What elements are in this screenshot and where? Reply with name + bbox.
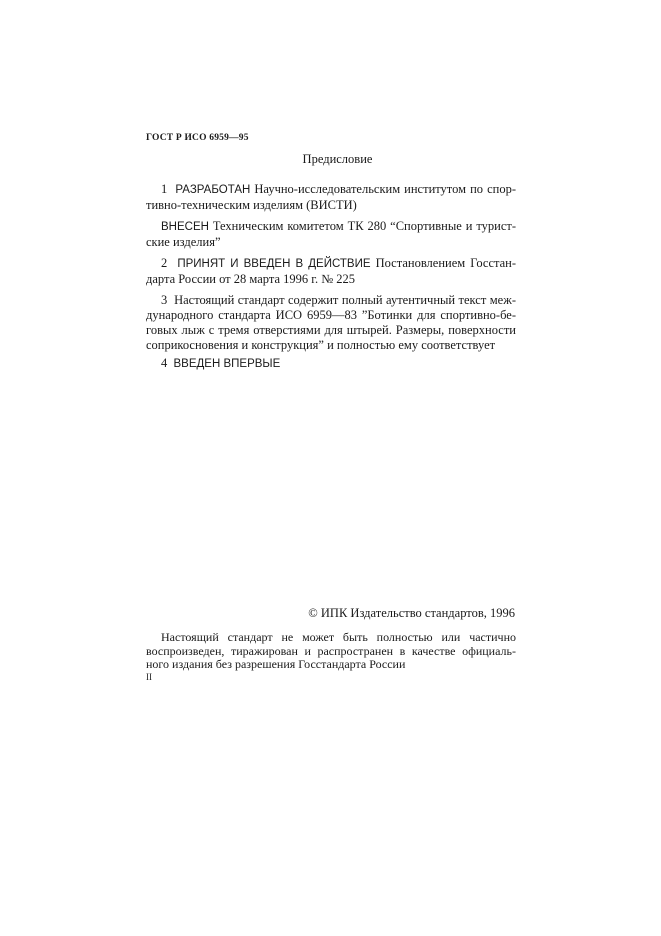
document-code: ГОСТ Р ИСО 6959—95 xyxy=(146,133,249,143)
item-line: дународного стандарта ИСО 6959—83 ”Ботинки для спортивно-бе- xyxy=(146,308,516,322)
item-line: 1 РАЗРАБОТАН Научно-исследовательским институтом по спор- xyxy=(161,182,516,196)
item-line: соприкосновения и конструкция” и полностью ему соответствует xyxy=(146,338,496,352)
item-adopted xyxy=(146,256,516,287)
item-line: ВНЕСЕН Техническим комитетом ТК 280 “Спортивные и турист- xyxy=(161,219,516,233)
item-introduced xyxy=(146,219,516,250)
item-first-introduced xyxy=(146,356,516,372)
page-number: II xyxy=(146,672,152,682)
item-line: говых лыж с тремя отверстиями для штырей. Размеры, поверхности xyxy=(146,323,516,337)
item-line: ские изделия” xyxy=(146,235,221,249)
item-developed xyxy=(146,182,516,213)
copyright-notice xyxy=(146,631,516,672)
copyright: © ИПК Издательство стандартов, 1996 xyxy=(308,606,515,620)
item-line: 3 Настоящий стандарт содержит полный аутентичный текст меж- xyxy=(161,293,517,307)
item-line: 2 ПРИНЯТ И ВВЕДЕН В ДЕЙСТВИЕ Постановлением Госстан- xyxy=(161,256,517,270)
item-line: тивно-техническим изделиям (ВИСТИ) xyxy=(146,198,357,212)
item-line: дарта России от 28 марта 1996 г. № 225 xyxy=(146,272,356,286)
page-title: Предисловие xyxy=(302,152,373,166)
item-line: 4 ВВЕДЕН ВПЕРВЫЕ xyxy=(161,356,281,370)
notice-line: Настоящий стандарт не может быть полностью или частично xyxy=(161,630,516,644)
item-content xyxy=(146,293,516,353)
notice-line: ного издания без разрешения Госстандарта России xyxy=(146,657,406,671)
notice-line: воспроизведен, тиражирован и распространен в качестве официаль- xyxy=(146,643,516,658)
